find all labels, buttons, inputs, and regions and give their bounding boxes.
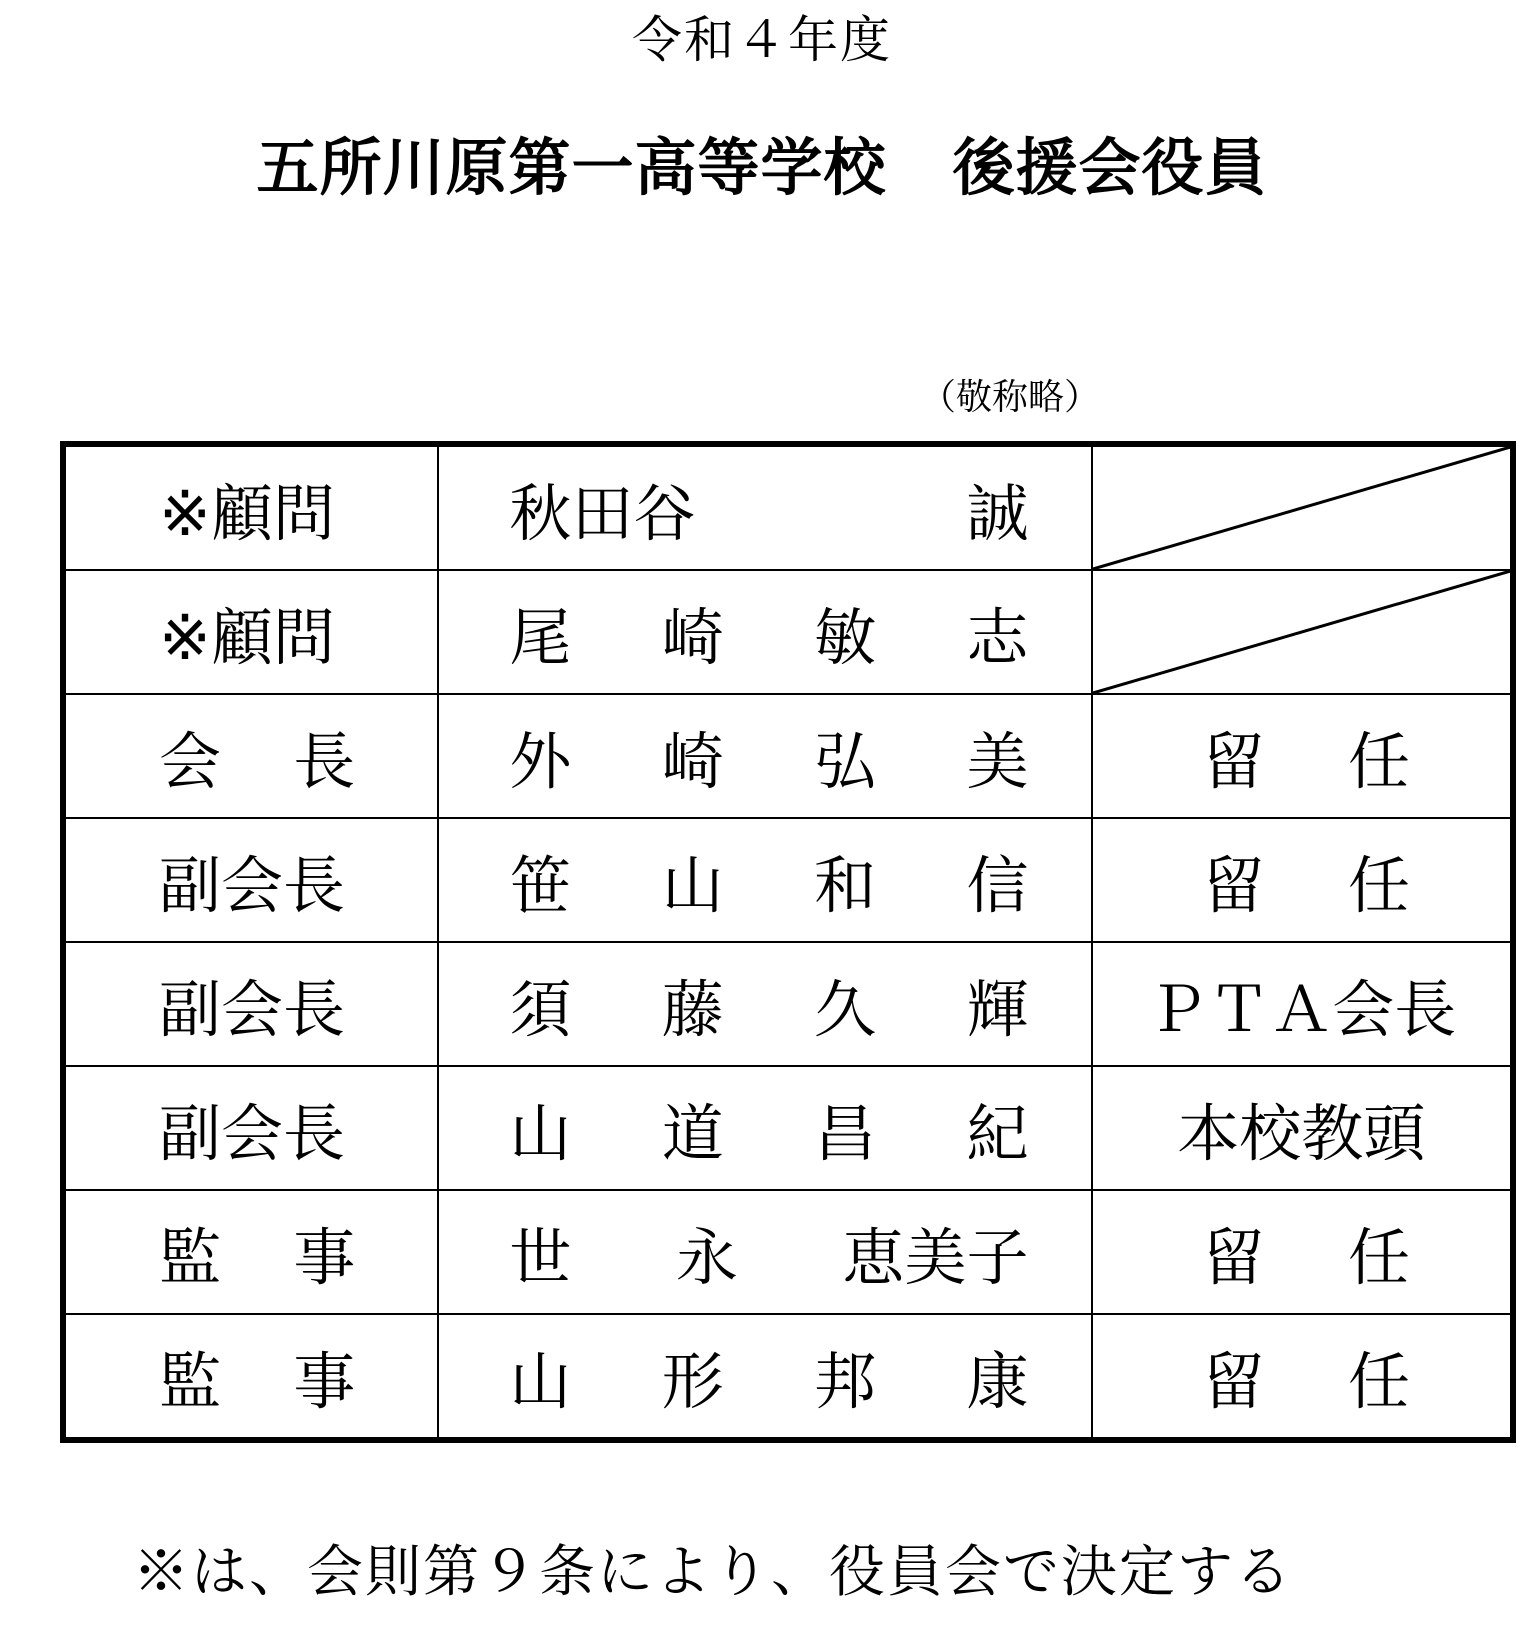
role-char: 事 [293,1344,356,1418]
name-cell [438,1314,1091,1440]
name-part: 須 [509,972,572,1046]
role-text: 副会長 [159,972,346,1046]
role-text: 副会長 [159,1096,346,1170]
note-cell [1092,694,1513,818]
name-part: 誠 [966,476,1029,550]
note-char: 留 [1202,724,1265,798]
footnote: ※は、会則第９条により、役員会で決定する [133,1540,1293,1605]
fiscal-year-label: 令和４年度 [632,11,892,69]
name-part: 弘 [814,724,877,798]
name-part: 外 [509,724,572,798]
note-char: 留 [1202,1344,1265,1418]
name-part: 紀 [966,1096,1029,1170]
name-part: 敏 [814,600,877,674]
note-cell-blank [1092,570,1513,694]
diagonal-strike [1093,447,1510,569]
note-char: 留 [1202,1220,1265,1294]
role-text: 副会長 [159,848,346,922]
role-cell [63,818,438,942]
name-part: 信 [966,848,1029,922]
name-part: 山 [509,1344,572,1418]
role-cell [63,1314,438,1440]
name-part: 和 [814,848,877,922]
role-cell [63,570,438,694]
name-cell [438,818,1091,942]
name-part: 昌 [814,1096,877,1170]
role-char: 監 [159,1220,222,1294]
name-part: 恵美子 [842,1220,1029,1294]
name-part: 藤 [661,972,724,1046]
name-part: 形 [661,1344,724,1418]
title-suffix: 後援会役員 [952,131,1268,204]
name-part: 崎 [661,724,724,798]
table-row [63,942,1513,1066]
role-char: 会 [159,724,222,798]
name-part: 永 [675,1220,738,1294]
role-char: 監 [159,1344,222,1418]
role-cell [63,1066,438,1190]
name-part: 秋田谷 [509,476,696,550]
name-part: 崎 [661,600,724,674]
officers-table [60,441,1516,1443]
page-title [0,128,1524,208]
table-row [63,694,1513,818]
name-part: 山 [661,848,724,922]
table-row [63,818,1513,942]
role-cell [63,444,438,570]
name-cell [438,942,1091,1066]
name-part: 康 [966,1344,1029,1418]
table-row [63,1314,1513,1440]
diagonal-strike [1093,571,1510,693]
role-cell [63,1190,438,1314]
table-row [63,1190,1513,1314]
note-text: ＰＴＡ会長 [1146,972,1457,1046]
role-char: 事 [293,1220,356,1294]
name-part: 笹 [509,848,572,922]
name-part: 道 [661,1096,724,1170]
table-row [63,444,1513,570]
note-char: 任 [1347,1344,1410,1418]
note-char: 留 [1202,848,1265,922]
name-part: 世 [509,1220,572,1294]
note-cell [1092,942,1513,1066]
note-cell [1092,1314,1513,1440]
note-text: 本校教頭 [1177,1096,1426,1170]
name-cell [438,444,1091,570]
note-cell [1092,1066,1513,1190]
role-char: 長 [293,724,356,798]
name-part: 美 [966,724,1029,798]
note-cell-blank [1092,444,1513,570]
name-cell [438,570,1091,694]
note-char: 任 [1347,1220,1410,1294]
role-cell [63,942,438,1066]
table-row [63,570,1513,694]
name-part: 志 [966,600,1029,674]
note-char: 任 [1347,724,1410,798]
name-part: 尾 [509,600,572,674]
school-name: 五所川原第一高等学校 [256,131,887,204]
role-text: ※顧問 [159,600,335,674]
name-cell [438,1066,1091,1190]
table-row [63,1066,1513,1190]
note-cell [1092,818,1513,942]
name-part: 輝 [966,972,1029,1046]
name-part: 山 [509,1096,572,1170]
role-text: ※顧問 [159,476,335,550]
note-char: 任 [1347,848,1410,922]
note-cell [1092,1190,1513,1314]
name-cell [438,1190,1091,1314]
name-part: 邦 [814,1344,877,1418]
role-cell [63,694,438,818]
honorific-omitted-note: （敬称略） [920,377,1101,418]
name-part: 久 [814,972,877,1046]
name-cell [438,694,1091,818]
